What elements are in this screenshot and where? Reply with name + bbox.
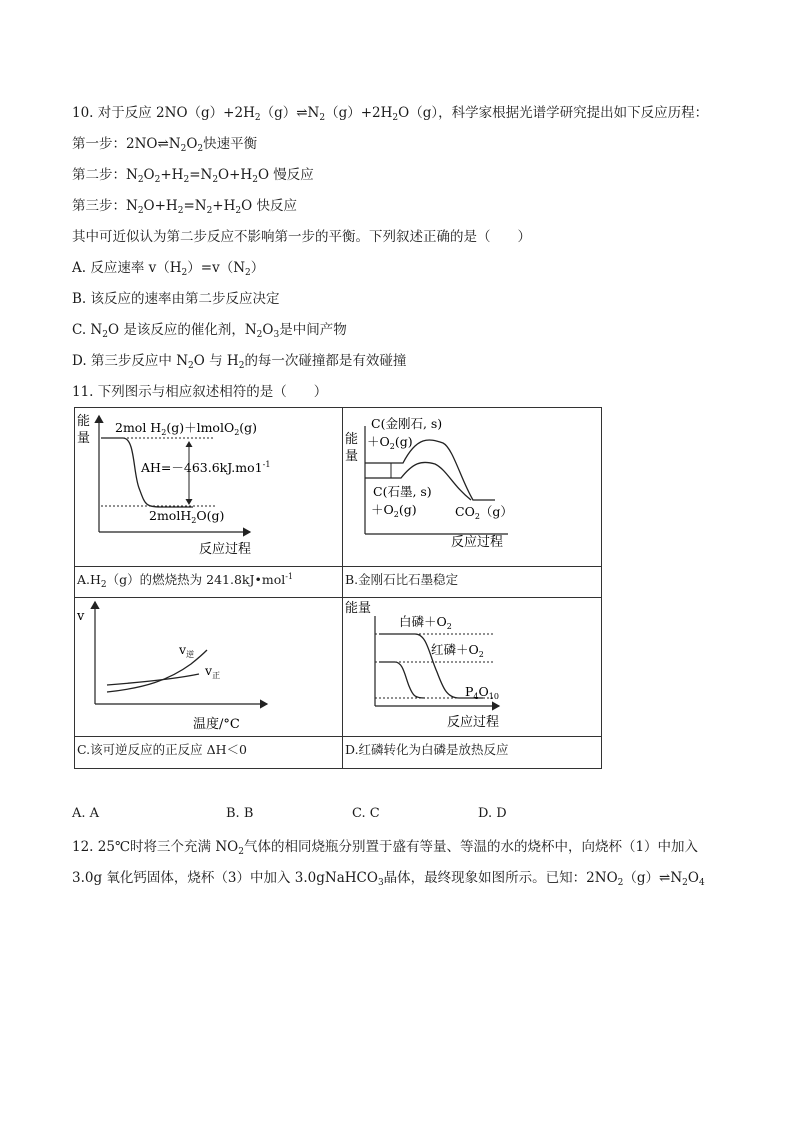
q12-line-1: 12. 25℃时将三个充满 $NO_2$气体的相同烧瓶分别置于盛有等量、等温的水的烧杯中，向烧杯（1）中加入 (72, 839, 699, 857)
p4o10-label: $P_4O_{10}$ (465, 684, 499, 701)
diamond-label: C(金刚石, s) (371, 416, 443, 431)
y-label: 量 (345, 449, 359, 464)
graphite-label-o2: $+O_2(g)$ (371, 502, 417, 519)
figure-b-caption: B.金刚石比石墨稳定 (345, 572, 459, 587)
q10-option-b[interactable]: B. 该反应的速率由第二步反应决定 (72, 291, 280, 307)
y-label: 能 (77, 414, 91, 429)
graphite-label: C(石墨, s) (373, 484, 432, 499)
delta-h-label: $AH=-463.6kJ.mo1^{-1}$ (141, 460, 271, 475)
figure-b-energy-diagram (343, 408, 601, 565)
x-label: 反应过程 (199, 542, 252, 557)
figure-c-caption: C.该可逆反应的正反应 ΔH＜0 (77, 742, 247, 757)
v-forward-label: $v_正$ (205, 663, 221, 680)
white-p-label: 白磷$+O_2$ (399, 614, 452, 631)
figure-d-caption: D.红磷转化为白磷是放热反应 (345, 742, 509, 757)
q12-line-2: 3.0g 氧化钙固体，烧杯（3）中加入 3.0gNaHCO$_3$晶体，最终现象如图所示。已知：$2NO_2(g)\rightleftharpoons N_2O_4$ (72, 870, 705, 888)
q10-stem: 10. 对于反应 $2NO(g)+2H_2(g)\rightleftharpoons N_2(g)+2H_2O(g)$，科学家根据光谱学研究提出如下反应历程： (72, 105, 709, 123)
q10-step3: 第三步：$N_2O+H_2=N_2+H_2O$ 快反应 (72, 198, 297, 216)
q10-step1: 第一步：$2NO\rightleftharpoons N_2O_2$快速平衡 (72, 136, 258, 154)
v-reverse-label: $v_逆$ (179, 642, 195, 659)
red-p-curve (379, 662, 425, 698)
q11-stem: 11. 下列图示与相应叙述相符的是（ ） (72, 384, 328, 400)
y-label: 量 (77, 431, 91, 446)
y-label: 能 (345, 432, 359, 447)
figure-d-energy-diagram (343, 598, 601, 735)
figure-c-rate-chart (75, 598, 341, 735)
diamond-label-o2: $+O_2(g)$ (367, 434, 413, 451)
table-divider (75, 736, 601, 737)
table-divider (75, 566, 601, 567)
figure-a-energy-diagram (75, 408, 341, 565)
q11-answer-d[interactable]: D. D (478, 806, 507, 821)
q10-option-a[interactable]: A. 反应速率 $v(H_2)=v(N_2)$ (72, 260, 265, 278)
q11-figure-table (74, 407, 602, 769)
q10-note: 其中可近似认为第二步反应不影响第一步的平衡。下列叙述正确的是（ ） (72, 229, 531, 245)
x-label: 温度/°C (193, 717, 240, 732)
q10-option-c[interactable]: C. $N_2O$ 是该反应的催化剂，$N_2O_3$是中间产物 (72, 322, 347, 340)
figure-a-caption: $A.H_2(g)$的燃烧热为 241.8kJ•mol$^{-1}$ (77, 571, 294, 590)
x-label: 反应过程 (447, 715, 500, 730)
co2-label: $CO_2(g)$ (455, 504, 513, 521)
reactant-label: 2mol $H_2(g)+lmolO_2(g)$ (115, 420, 258, 437)
q11-answer-c[interactable]: C. C (352, 806, 380, 821)
q11-answer-a[interactable]: A. A (72, 806, 100, 821)
product-label: 2molH$_2$O(g) (149, 508, 225, 525)
y-label: v (77, 609, 85, 624)
x-label: 反应过程 (451, 535, 504, 550)
q10-step2: 第二步：$N_2O_2+H_2=N_2O+H_2O$ 慢反应 (72, 167, 314, 185)
q10-option-d[interactable]: D. 第三步反应中 $N_2O$ 与 $H_2$的每一次碰撞都是有效碰撞 (72, 353, 407, 371)
y-label: 能量 (345, 601, 372, 616)
red-p-label: 红磷$+O_2$ (431, 642, 484, 659)
q11-answer-b[interactable]: B. B (226, 806, 254, 821)
